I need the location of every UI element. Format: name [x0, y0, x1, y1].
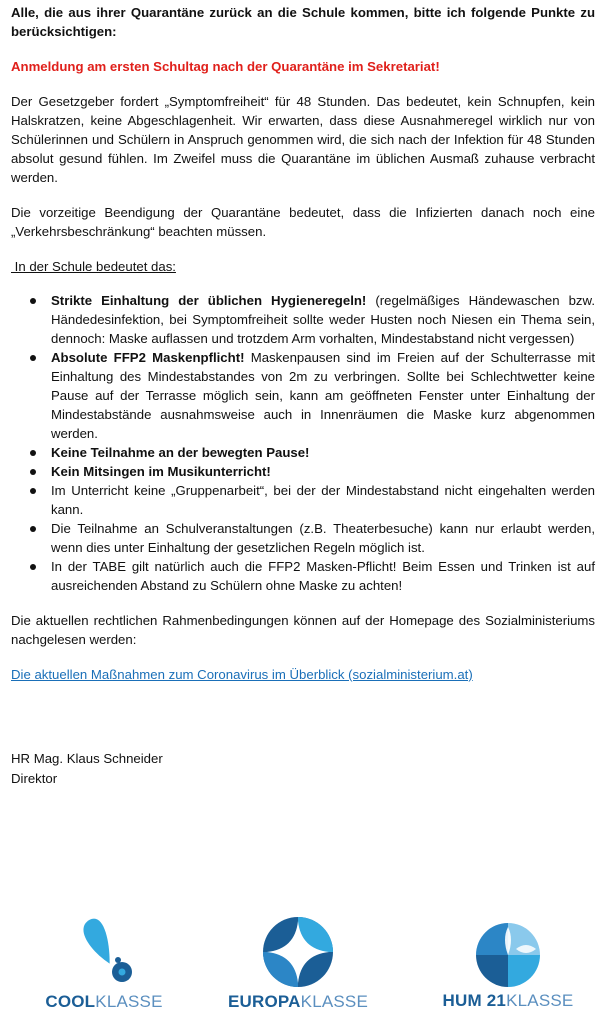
signatory-name: HR Mag. Klaus Schneider: [11, 751, 163, 766]
hum21klasse-icon: [472, 919, 544, 989]
europaklasse-logo: [223, 915, 373, 1011]
coolklasse-word-light: KLASSE: [95, 992, 163, 1011]
coolklasse-word-bold: COOL: [45, 992, 96, 1011]
list-item: In der TABE gilt natürlich auch die FFP2 Masken-Pflicht! Beim Essen und Trinken ist auf ausreichenden Abstand zu Schülern ohne Maske zu achten!: [51, 559, 595, 593]
ministry-link[interactable]: Die aktuellen Maßnahmen zum Coronavirus im Überblick (sozialministerium.at): [11, 667, 473, 682]
school-heading: In der Schule bedeutet das:: [11, 259, 176, 274]
list-item: Strikte Einhaltung der üblichen Hygieneregeln! (regelmäßiges Händewaschen bzw. Händedesinfektion, bei Symptomfreiheit sollte weder Husten noch Niesen ein Thema sein, dennoch: Maske auflassen und trotzdem Arm vorhalten, Mindestabstand nicht vergessen): [51, 293, 595, 346]
letter: [11, 3, 595, 789]
hum21klasse-word-light: KLASSE: [506, 991, 574, 1010]
list-item: Absolute FFP2 Maskenpflicht! Maskenpausen sind im Freien auf der Schulterrasse mit Einhaltung des Mindestabstandes von 2m zu verbringen. Sollte bei Schlechtwetter keine Pause auf der Terrasse möglich sein, kann am geöffneten Fenster unter Einhaltung der Mindestabstände ausnahmsweise auch in Innenräumen die Maske kurz abgenommen werden.: [51, 350, 595, 441]
legal-paragraph: Die aktuellen rechtlichen Rahmenbedingungen können auf der Homepage des Sozialministeriums nachgelesen werden:: [11, 613, 595, 647]
intro-text: Alle, die aus ihrer Quarantäne zurück an die Schule kommen, bitte ich folgende Punkte zu berücksichtigen:: [11, 5, 595, 39]
quarantine-end-paragraph: Die vorzeitige Beendigung der Quarantäne bedeutet, dass die Infizierten danach noch eine „Verkehrsbeschränkung“ beachten müssen.: [11, 205, 595, 239]
europaklasse-icon: [261, 915, 335, 989]
signatory-title: Direktor: [11, 771, 58, 786]
list-item: Im Unterricht keine „Gruppenarbeit“, bei der der Mindestabstand nicht eingehalten werden kann.: [51, 483, 595, 517]
registration-notice: Anmeldung am ersten Schultag nach der Quarantäne im Sekretariat!: [11, 59, 440, 74]
rules-list: [11, 291, 595, 595]
hum21klasse-word-bold: HUM 21: [442, 991, 507, 1010]
list-item: Kein Mitsingen im Musikunterricht!: [51, 462, 595, 481]
hum21klasse-logo: [438, 919, 578, 1010]
symptom-paragraph: Der Gesetzgeber fordert „Symptomfreiheit“ für 48 Stunden. Das bedeutet, kein Schnupfen, kein Halskratzen, keine Abgeschlagenheit. Wir erwarten, dass diese Ausnahmeregel wirklich nur von Schülerinnen und Schülern in Anspruch genommen wird, die sich nach der Infektion für 48 Stunden absolut gesund fühlen. Im Zweifel muss die Quarantäne im üblichen Ausmaß zuhause verbracht werden.: [11, 94, 595, 185]
logo-footer: [0, 915, 606, 1024]
coolklasse-logo: [44, 915, 164, 1011]
list-item: Keine Teilnahme an der bewegten Pause!: [51, 443, 595, 462]
coolklasse-icon: [64, 915, 144, 990]
signature-block: [11, 749, 595, 789]
europaklasse-word-bold: EUROPA: [227, 992, 301, 1011]
list-item: Die Teilnahme an Schulveranstaltungen (z.B. Theaterbesuche) kann nur erlaubt werden, wenn dies unter Einhaltung der gesetzlichen Regeln möglich ist.: [51, 521, 595, 555]
europaklasse-word-light: KLASSE: [300, 992, 369, 1011]
